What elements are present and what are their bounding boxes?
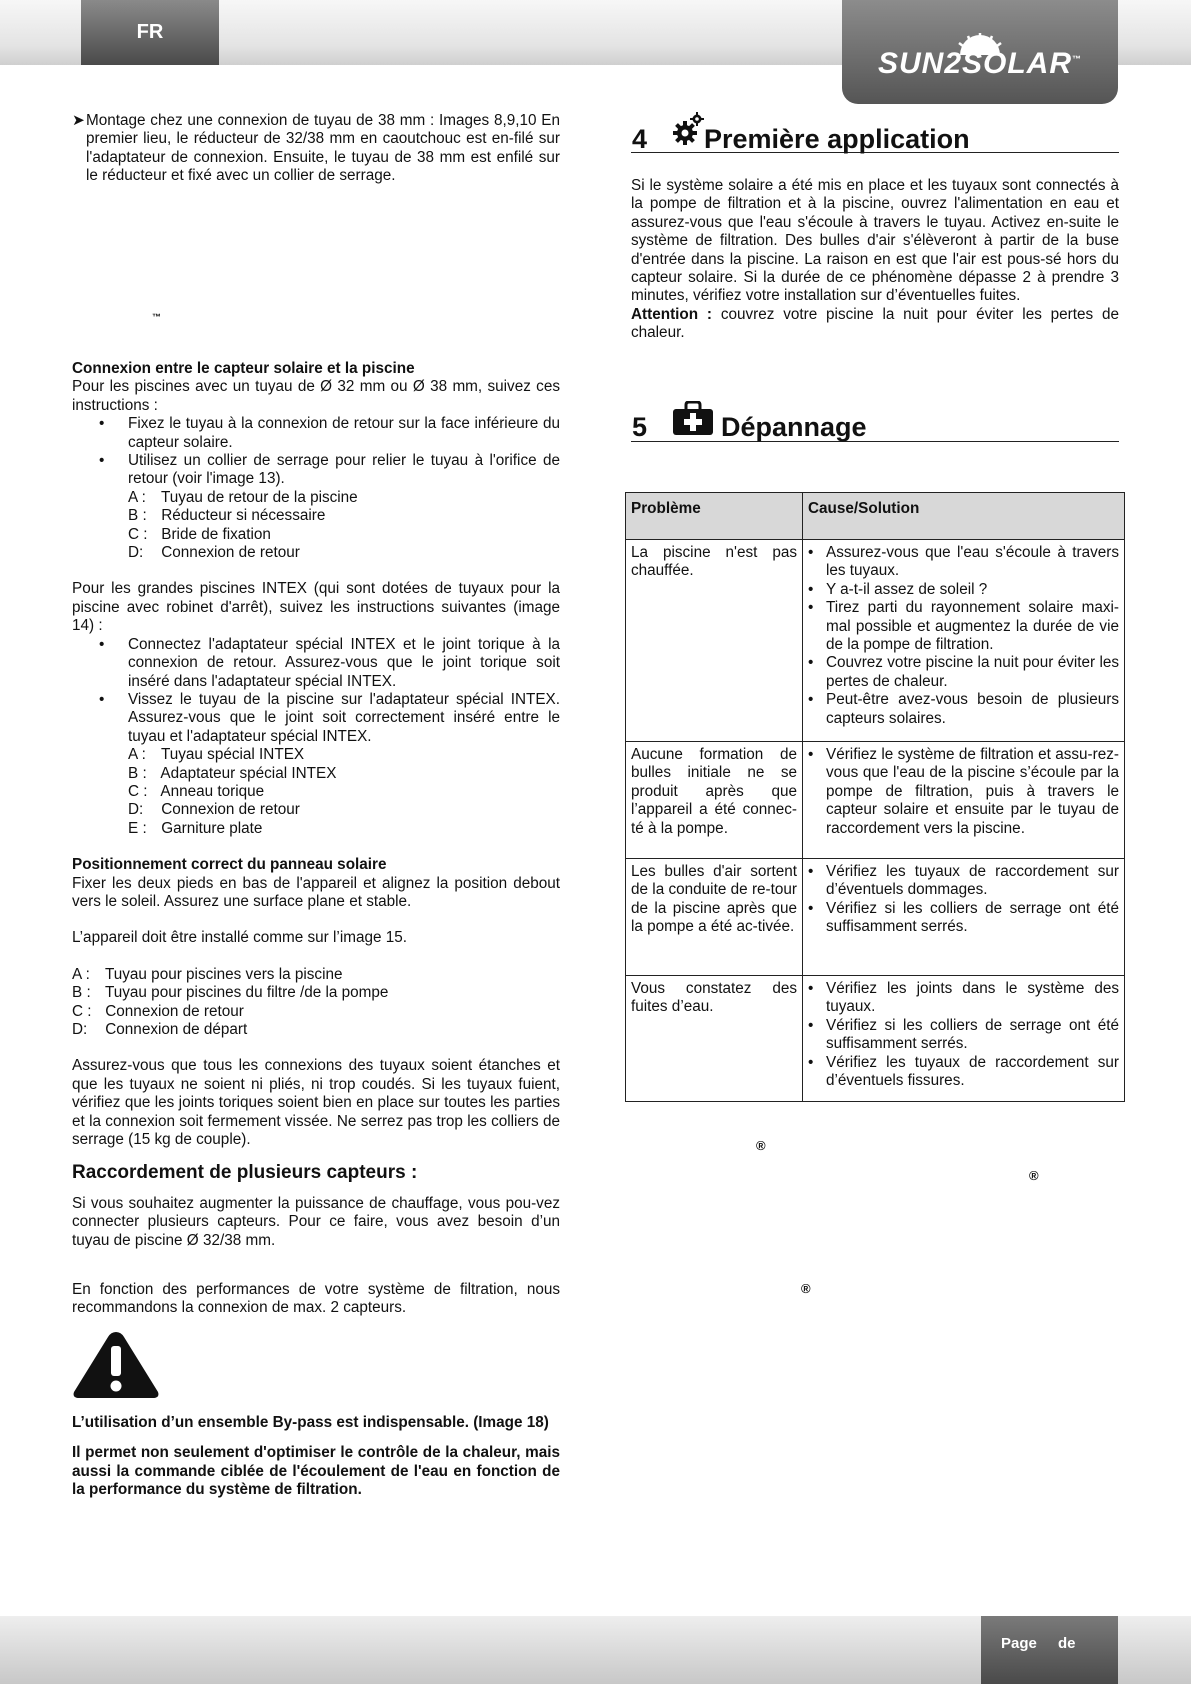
table-row <box>626 976 1125 1102</box>
list-item: • Tirez parti du rayonnement solaire maxi-mal possible et augmentez la durée de vie de la pompe de filtration. <box>808 599 1119 654</box>
list-item: • Vérifiez les joints dans le système des tuyaux. <box>808 980 1119 1017</box>
problem-cell: La piscine n'est pas chauffée. <box>626 540 803 742</box>
table-header-row <box>626 493 1125 540</box>
list-item: • Vérifiez les tuyaux de raccordement sur d’éventuels fissures. <box>808 1054 1119 1091</box>
install-text: L’appareil doit être installé comme sur l’image 15. <box>72 929 408 947</box>
list-item: • Vérifiez si les colliers de serrage ont été suffisamment serrés. <box>808 1017 1119 1054</box>
list-item: • Vérifiez les tuyaux de raccordement sur d’éventuels dommages. <box>808 863 1119 900</box>
problem-cell: Les bulles d'air sortent de la conduite de re-tour de la piscine après que la pompe a été ac-tivée. <box>626 859 803 976</box>
problem-cell: Vous constatez des fuites d’eau. <box>626 976 803 1102</box>
section-number: 5 <box>632 412 648 443</box>
position-title: Positionnement correct du panneau solaire <box>72 856 387 874</box>
part-row: A : Tuyau pour piscines vers la piscine <box>72 965 343 983</box>
connection-steps <box>72 415 560 489</box>
connection-parts <box>72 489 560 563</box>
part-row: D: Connexion de retour <box>128 544 300 562</box>
list-item: • Vérifiez le système de filtration et assu-rez-vous que l'eau de la piscine s’écoule par la pompe de filtration, puis à travers le capteur solaire et ensuite par le tuyau de raccordement vers la piscine. <box>808 746 1119 838</box>
left-column <box>72 112 560 1499</box>
registered-mark: ® <box>1029 1168 1039 1183</box>
part-row: E : Garniture plate <box>128 819 263 837</box>
position-text: Fixer les deux pieds en bas de l'appareil et alignez la position debout vers le soleil. Assurez une surface plane et stable. <box>72 874 560 910</box>
multi-text: Si vous souhaitez augmenter la puissance de chauffage, vous pou-vez connecter plusieurs capteurs. Pour ce faire, vous avez besoin d’un tuyau de piscine Ø 32/38 mm. <box>72 1194 560 1249</box>
multi-title: Raccordement de plusieurs capteurs : <box>72 1162 418 1184</box>
section-5-heading <box>631 401 1119 442</box>
connection-title: Connexion entre le capteur solaire et la piscine <box>72 360 415 377</box>
language-label: FR <box>136 21 164 44</box>
part-row: A : Tuyau spécial INTEX <box>128 746 305 764</box>
tm-mark: ™ <box>152 312 161 322</box>
cause-cell <box>803 976 1125 1102</box>
list-item: • Utilisez un collier de serrage pour relier le tuyau à l'orifice de retour (voir l'image 13). <box>72 452 560 489</box>
logo-wordmark: SUN2SOLAR™ <box>877 47 1083 80</box>
list-item: • Peut-être avez-vous besoin de plusieurs capteurs solaires. <box>808 691 1119 728</box>
part-row: A : Tuyau de retour de la piscine <box>128 488 358 506</box>
part-row: B : Réducteur si nécessaire <box>128 507 326 525</box>
table-row <box>626 742 1125 859</box>
page-of-label: de <box>1058 1635 1076 1652</box>
attention-note: Attention : couvrez votre piscine la nuit pour éviter les pertes de chaleur. <box>631 305 1120 342</box>
part-row: C : Bride de fixation <box>128 525 271 543</box>
performance-text: En fonction des performances de votre système de filtration, nous recommandons la connexion de max. 2 capteurs. <box>72 1281 560 1317</box>
part-row: D: Connexion de retour <box>128 801 300 819</box>
part-row: C : Anneau torique <box>128 782 265 800</box>
part-row: B : Tuyau pour piscines du filtre /de la pompe <box>72 984 389 1002</box>
table-row <box>626 859 1125 976</box>
cause-cell <box>803 742 1125 859</box>
list-item: • Vérifiez si les colliers de serrage ont été suffisamment serrés. <box>808 900 1119 937</box>
problem-cell: Aucune formation de bulles initiale ne se produit après que l’appareil a été connec-té à la pompe. <box>626 742 803 859</box>
arrow-bullet-icon: ➤ <box>72 112 85 129</box>
list-item: • Vissez le tuyau de la piscine sur l'adaptateur spécial INTEX. Assurez-vous que le joint soit correctement inséré entre le tuyau et l'adaptateur spécial INTEX. <box>72 691 560 746</box>
page-label: Page <box>1001 1635 1037 1652</box>
table-row <box>626 540 1125 742</box>
mount-38-instruction: ➤ Montage chez une connexion de tuyau de 38 mm : Images 8,9,10 En premier lieu, le réducteur de 32/38 mm en caoutchouc est en-filé sur l'adaptateur de connexion. Ensuite, le tuyau de 38 mm est enfilé sur le réducteur et fixé avec un collier de serrage. <box>72 112 560 185</box>
cause-cell <box>803 859 1125 976</box>
column-header-problem: Problème <box>626 493 803 540</box>
registered-mark: ® <box>756 1138 766 1153</box>
intex-intro: Pour les grandes piscines INTEX (qui sont dotées de tuyaux pour la piscine avec robinet d'arrêt), suivez les instructions suivantes (image 14) : <box>72 580 560 635</box>
column-header-cause: Cause/Solution <box>803 493 1125 540</box>
list-item: • Couvrez votre piscine la nuit pour éviter les pertes de chaleur. <box>808 654 1119 691</box>
part-row: D: Connexion de départ <box>72 1021 248 1038</box>
intex-parts <box>72 746 560 838</box>
section-number: 4 <box>632 123 648 154</box>
first-aid-kit-icon <box>673 401 713 435</box>
gear-icon <box>673 112 705 146</box>
seal-text: Assurez-vous que tous les connexions des tuyaux soient étanches et que les tuyaux ne soient ni pliés, ni trop coudés. Si les tuyaux fuient, vérifiez que les joints toriques soient bien en place sur toutes les parties et la connexion soit fermement vissée. Ne serrez pas trop les colliers de serrage (15 kg de couple). <box>72 1057 560 1149</box>
section-4-text: Si le système solaire a été mis en place et les tuyaux sont connectés à la pompe de filtration et à la piscine, ouvrez l'alimentation en eau et assurez-vous que l'eau s'écoule à travers le tuyau. Activez en-suite le système de filtration. Des bulles d'air s'élèveront à partir de la buse d'entrée dans la piscine. La raison en est que l'air est pous-sé hors du capteur solaire. Si la durée de ce phénomène dépasse 2 à prendre 3 minutes, vérifiez votre installation sur d’éventuelles fuites. <box>631 177 1119 305</box>
brand-logo <box>842 0 1118 104</box>
intex-steps <box>72 636 560 746</box>
warning-icon <box>72 1330 160 1400</box>
right-column <box>631 112 1119 442</box>
troubleshooting-table <box>625 492 1125 1102</box>
install-parts <box>72 966 560 1040</box>
list-item: • Connectez l'adaptateur spécial INTEX et le joint torique à la connexion de retour. Assurez-vous que le joint torique soit inséré dans l'adaptateur spécial INTEX. <box>72 636 560 691</box>
part-row: C : Connexion de retour <box>72 1002 244 1020</box>
language-tab <box>81 0 219 65</box>
registered-mark: ® <box>801 1281 811 1296</box>
section-4-heading <box>631 112 1119 153</box>
section-title: Dépannage <box>721 412 867 443</box>
connection-intro: Pour les piscines avec un tuyau de Ø 32 mm ou Ø 38 mm, suivez ces instructions : <box>72 378 560 414</box>
page-number-tab <box>981 1616 1118 1684</box>
bypass-text: L’utilisation d’un ensemble By-pass est indispensable. (Image 18) <box>72 1413 549 1431</box>
cause-cell <box>803 540 1125 742</box>
bypass-text-detail: Il permet non seulement d'optimiser le contrôle de la chaleur, mais aussi la commande ciblée de l'écoulement de l'eau en fonction de la performance du système de filtration. <box>72 1444 560 1499</box>
part-row: B : Adaptateur spécial INTEX <box>128 764 337 782</box>
list-item: • Fixez le tuyau à la connexion de retour sur la face inférieure du capteur solaire. <box>72 415 560 452</box>
list-item: • Assurez-vous que l'eau s'écoule à travers les tuyaux. <box>808 544 1119 581</box>
section-title: Première application <box>704 123 970 154</box>
list-item: • Y a-t-il assez de soleil ? <box>808 581 1119 599</box>
